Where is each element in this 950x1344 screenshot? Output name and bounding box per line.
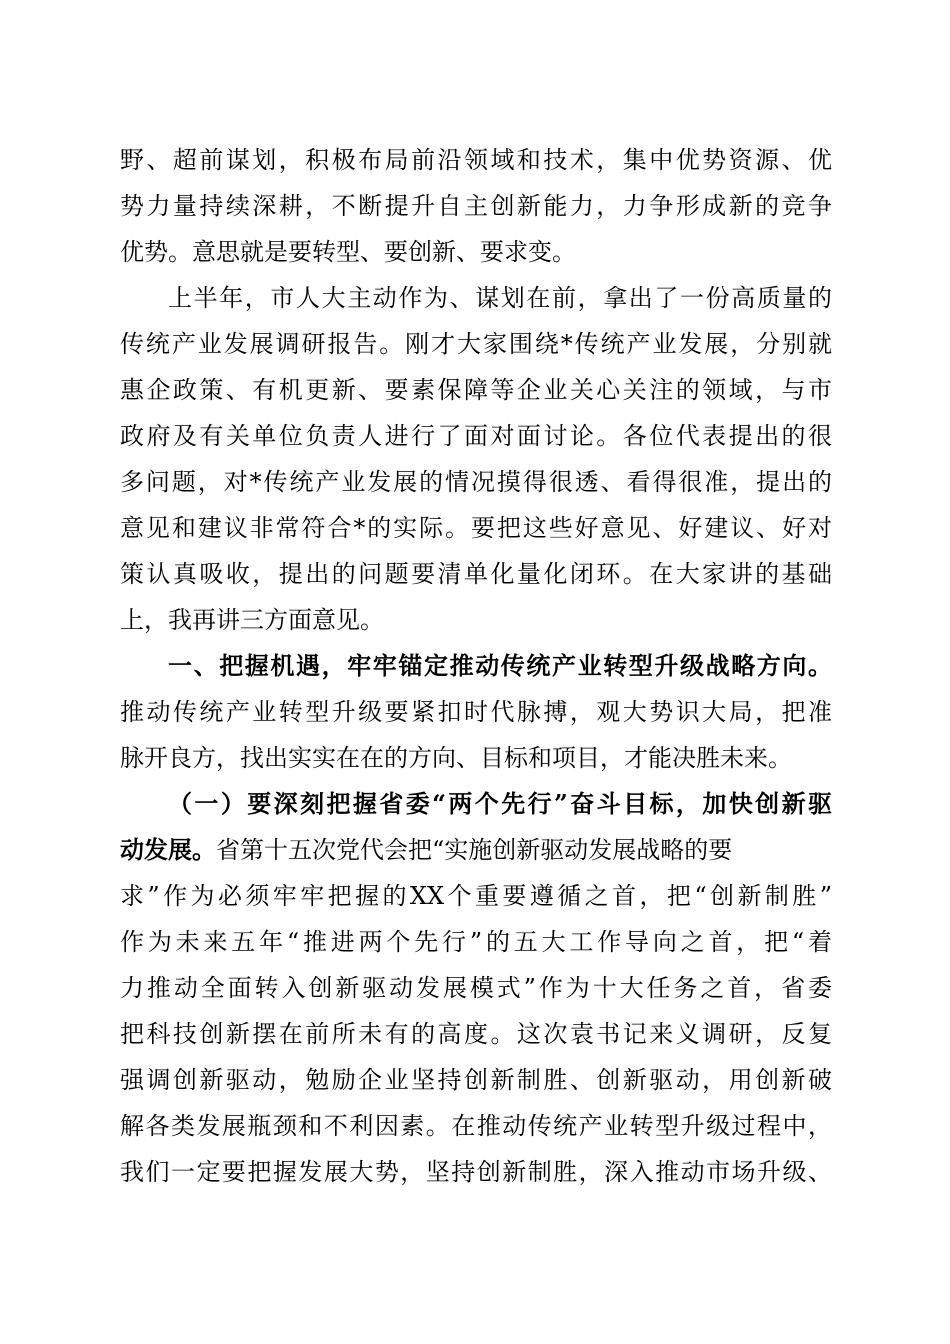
paragraph-line: 上，我再讲三方面意见。 bbox=[120, 606, 384, 634]
paragraph-line bbox=[120, 828, 832, 872]
paragraph-line: 野、超前谋划，积极布局前沿领域和技术，集中优势资源、优 bbox=[120, 146, 832, 174]
paragraph-line: 我们一定要把握发展大势，坚持创新制胜，深入推动市场升级、 bbox=[120, 1158, 832, 1186]
paragraph-line: 策认真吸收，提出的问题要清单化量化闭环。在大家讲的基础 bbox=[120, 560, 832, 588]
paragraph-line: 把科技创新摆在前所未有的高度。这次袁书记来义调研，反复 bbox=[120, 1020, 832, 1048]
paragraph-line: 上半年，市人大主动作为、谋划在前，拿出了一份高质量的 bbox=[168, 284, 832, 312]
subsection-heading: （一）要深刻把握省委“两个先行”奋斗目标，加快创新驱 bbox=[168, 789, 832, 818]
paragraph-line: 脉开良方，找出实实在在的方向、目标和项目，才能决胜未来。 bbox=[120, 744, 792, 772]
paragraph-text: 省第十五次党代会把“实施创新驱动发展战略的要 bbox=[216, 836, 733, 864]
paragraph-line: 力推动全面转入创新驱动发展模式”作为十大任务之首，省委 bbox=[120, 974, 832, 1002]
paragraph-line: 多问题，对*传统产业发展的情况摸得很透、看得很准，提出的 bbox=[120, 468, 832, 496]
paragraph-line: 惠企政策、有机更新、要素保障等企业关心关注的领域，与市 bbox=[120, 376, 832, 404]
paragraph-line: 作为未来五年“推进两个先行”的五大工作导向之首，把“着 bbox=[120, 928, 832, 956]
paragraph-line: 解各类发展瓶颈和不利因素。在推动传统产业转型升级过程中， bbox=[120, 1112, 832, 1140]
paragraph-line: 求”作为必须牢牢把握的XX个重要遵循之首，把“创新制胜” bbox=[120, 882, 832, 910]
section-heading: 一、把握机遇，牢牢锚定推动传统产业转型升级战略方向。 bbox=[168, 651, 832, 680]
paragraph-line: 传统产业发展调研报告。刚才大家围绕*传统产业发展，分别就 bbox=[120, 330, 832, 358]
paragraph-line: 意见和建议非常符合*的实际。要把这些好意见、好建议、好对 bbox=[120, 514, 832, 542]
paragraph-line: 政府及有关单位负责人进行了面对面讨论。各位代表提出的很 bbox=[120, 422, 832, 450]
paragraph-line: 势力量持续深耕，不断提升自主创新能力，力争形成新的竞争 bbox=[120, 192, 832, 220]
paragraph-line: 强调创新驱动，勉励企业坚持创新制胜、创新驱动，用创新破 bbox=[120, 1066, 832, 1094]
subsection-heading-tail: 动发展。 bbox=[120, 835, 216, 864]
paragraph-line: 推动传统产业转型升级要紧扣时代脉搏，观大势识大局，把准 bbox=[120, 698, 832, 726]
paragraph-line: 优势。意思就是要转型、要创新、要求变。 bbox=[120, 238, 576, 266]
